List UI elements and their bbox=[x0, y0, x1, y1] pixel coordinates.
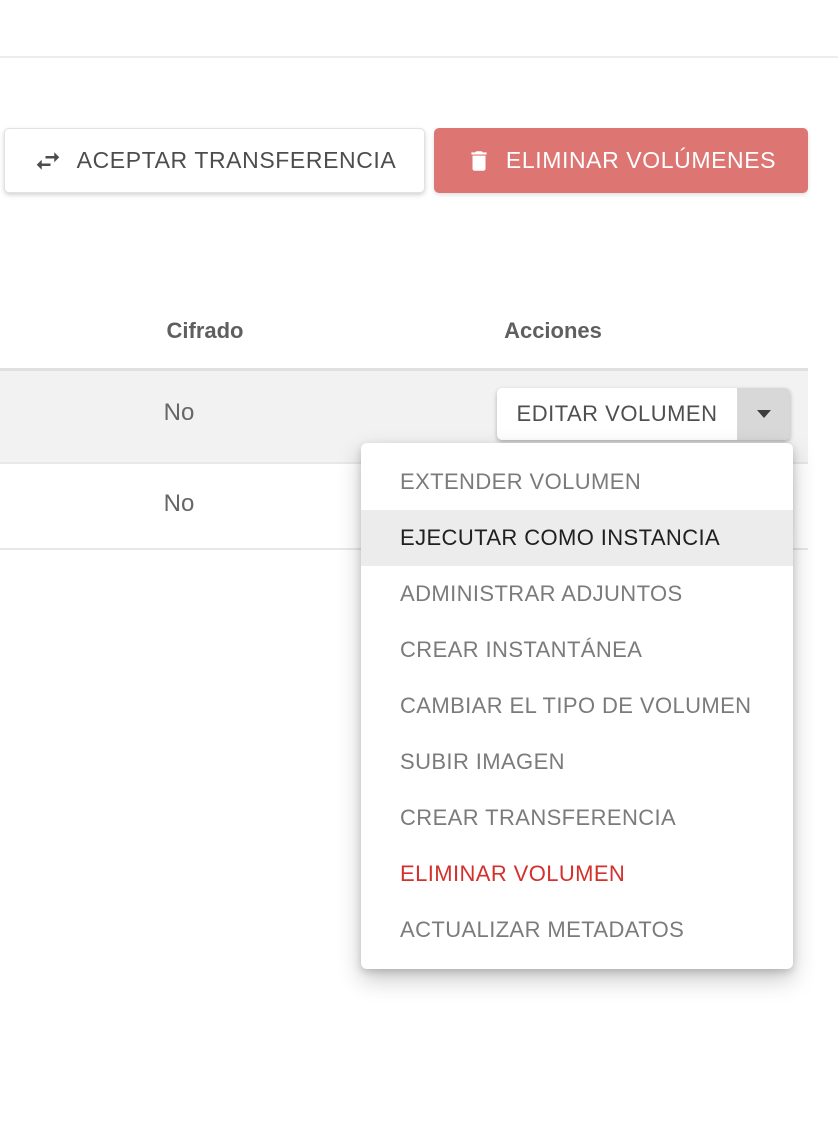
menu-item-eliminar-volumen[interactable]: ELIMINAR VOLUMEN bbox=[400, 861, 626, 886]
accept-transfer-label: ACEPTAR TRANSFERENCIA bbox=[76, 147, 397, 173]
page-divider bbox=[0, 56, 838, 58]
delete-volumes-button[interactable] bbox=[434, 128, 808, 193]
menu-item-subir-imagen[interactable]: SUBIR IMAGEN bbox=[400, 749, 565, 774]
cell-cifrado: No bbox=[163, 399, 195, 426]
menu-item-crear-instantanea[interactable]: CREAR INSTANTÁNEA bbox=[400, 637, 643, 662]
accept-transfer-button[interactable] bbox=[4, 128, 425, 193]
menu-item-cambiar-tipo-volumen[interactable]: CAMBIAR EL TIPO DE VOLUMEN bbox=[400, 693, 752, 718]
trash-icon bbox=[466, 147, 492, 175]
menu-item-ejecutar-como-instancia[interactable]: EJECUTAR COMO INSTANCIA bbox=[361, 510, 793, 566]
delete-volumes-label: ELIMINAR VOLÚMENES bbox=[505, 147, 777, 173]
cell-cifrado: No bbox=[163, 490, 195, 517]
menu-item-crear-transferencia[interactable]: CREAR TRANSFERENCIA bbox=[400, 805, 677, 830]
column-header-acciones: Acciones bbox=[504, 318, 602, 343]
swap-horizontal-icon bbox=[33, 146, 63, 176]
actions-toggle-button[interactable] bbox=[737, 388, 790, 440]
menu-item-administrar-adjuntos[interactable]: ADMINISTRAR ADJUNTOS bbox=[400, 581, 683, 606]
edit-volume-split-button bbox=[497, 388, 790, 440]
caret-down-icon bbox=[757, 410, 771, 418]
menu-item-extender-volumen[interactable]: EXTENDER VOLUMEN bbox=[400, 469, 642, 494]
menu-item-actualizar-metadatos[interactable]: ACTUALIZAR METADATOS bbox=[400, 917, 685, 942]
column-header-cifrado[interactable]: Cifrado bbox=[166, 318, 244, 343]
row-actions-menu bbox=[361, 443, 793, 969]
edit-volume-button[interactable]: EDITAR VOLUMEN bbox=[497, 388, 737, 440]
